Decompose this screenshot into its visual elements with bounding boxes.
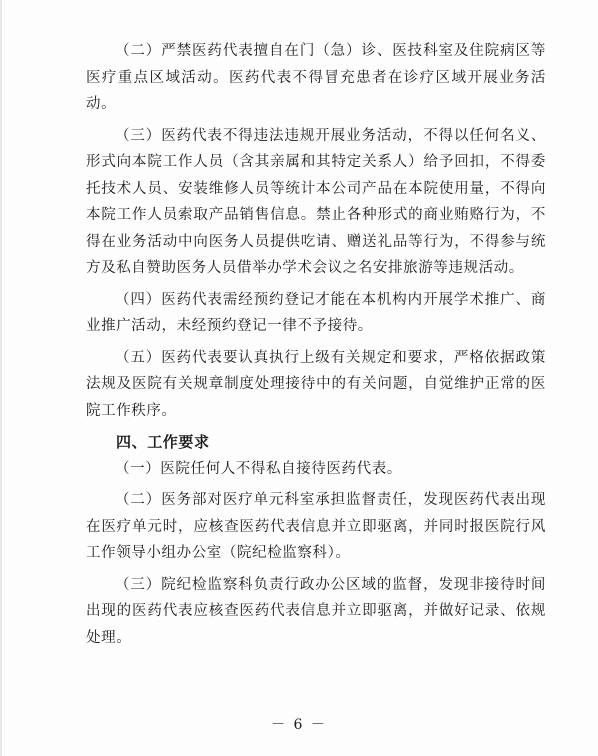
paragraph-item-4-appointment-registration: （四）医药代表需经预约登记才能在本机构内开展学术推广、商业推广活动，未经预约登记一律不予接待。 <box>86 291 546 334</box>
paragraph-item-5-follow-regulations: （五）医药代表要认真执行上级有关规定和要求，严格依据政策法规及医院有关规章制度处理接待中的有关问题，自觉维护正常的医院工作秩序。 <box>86 349 546 419</box>
paragraph-item-3-no-illegal-activities: （三）医药代表不得违法违规开展业务活动，不得以任何名义、形式向本院工作人员（含其亲属和其特定关系人）给予回扣，不得委托技术人员、安装维修人员等统计本公司产品在本院使用量，不得向本院工作人员索取产品销售信息。禁止各种形式的商业贿赂行为，不得在业务活动中向医务人员提供吃请、赠送礼品等行为，不得参与统方及私自赞助医务人员借举办学术会议之名安排旅游等违规活动。 <box>86 127 546 276</box>
page-number: － 6 － <box>271 717 327 733</box>
document-body <box>86 38 546 651</box>
requirement-item-3: （三）院纪检监察科负责行政办公区域的监督，发现非接待时间出现的医药代表应核查医药代表信息并立即驱离，并做好记录、依规处理。 <box>86 576 546 646</box>
requirement-item-1: （一）医院任何人不得私自接待医药代表。 <box>115 460 402 477</box>
scan-edge <box>0 0 2 756</box>
section-heading-work-requirements: 四、工作要求 <box>116 433 210 451</box>
requirement-item-2: （二）医务部对医疗单元科室承担监督责任，发现医药代表出现在医疗单元时，应核查医药代表信息并立即驱离，并同时报医院行风工作领导小组办公室（院纪检监察科）。 <box>86 492 546 561</box>
paragraph-item-2-restricted-areas: （二）严禁医药代表擅自在门（急）诊、医技科室及住院病区等医疗重点区域活动。医药代表不得冒充患者在诊疗区域开展业务活动。 <box>86 43 546 112</box>
